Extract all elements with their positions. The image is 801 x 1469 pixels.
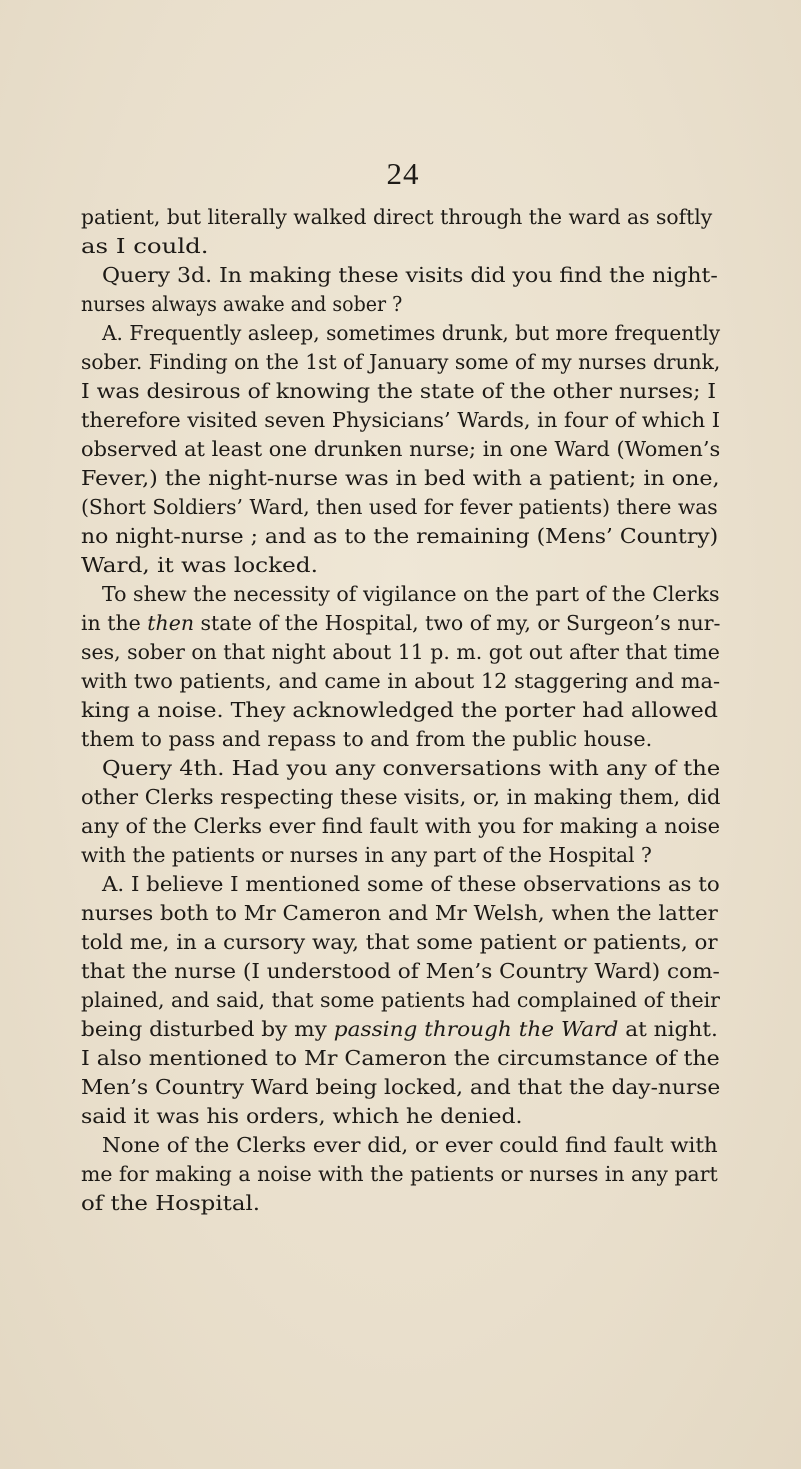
text-line: nurses always awake and sober ? — [81, 292, 403, 316]
text-line: (Short Soldiers’ Ward, then used for fever patients) there was — [81, 495, 718, 519]
text-line: Query 3d. In making these visits did you find the night- — [102, 263, 718, 287]
text-line: Men’s Country Ward being locked, and that the day-nurse — [81, 1075, 721, 1099]
text-line: told me, in a cursory way, that some patient or patients, or — [81, 930, 718, 954]
text-line: plained, and said, that some patients had complained of their — [81, 988, 720, 1012]
text-line: Query 4th. Had you any conversations with any of the — [102, 756, 721, 780]
text-line: nurses both to Mr Cameron and Mr Welsh, when the latter — [81, 901, 718, 925]
italic-emphasis: then — [147, 611, 195, 635]
text-line: that the nurse (I understood of Men’s Country Ward) com- — [81, 959, 720, 983]
text-line: A. I believe I mentioned some of these observations as to — [102, 872, 720, 896]
text-line: Ward, it was locked. — [81, 553, 318, 577]
text-line: I was desirous of knowing the state of the other nurses; I — [81, 379, 717, 403]
text-line: other Clerks respecting these visits, or, in making them, did — [81, 785, 721, 809]
text-line: Fever,) the night-nurse was in bed with a patient; in one, — [81, 466, 720, 490]
text-line: said it was his orders, which he denied. — [81, 1104, 523, 1128]
text-line: king a noise. They acknowledged the porter had allowed — [81, 698, 718, 722]
text-line: them to pass and repass to and from the public house. — [81, 727, 653, 751]
text-line: A. Frequently asleep, sometimes drunk, but more frequently — [102, 321, 721, 345]
text-line: being disturbed by my passing through the Ward at night. — [81, 1017, 718, 1041]
text-line: To shew the necessity of vigilance on the part of the Clerks — [102, 582, 720, 606]
text-line: of the Hospital. — [81, 1191, 261, 1215]
text-line: patient, but literally walked direct through the ward as softly — [81, 205, 713, 229]
text-line: any of the Clerks ever find fault with you for making a noise — [81, 814, 721, 838]
text-line: with the patients or nurses in any part of the Hospital ? — [81, 843, 652, 867]
text-line: None of the Clerks ever did, or ever could find fault with — [102, 1133, 718, 1157]
page-number: 24 — [386, 156, 420, 191]
text-line: observed at least one drunken nurse; in one Ward (Women’s — [81, 437, 721, 461]
text-line: as I could. — [81, 234, 209, 258]
text-line: in the then state of the Hospital, two of my, or Surgeon’s nur- — [81, 611, 721, 635]
italic-emphasis: passing through the Ward — [333, 1017, 619, 1041]
text-line: ses, sober on that night about 11 p. m. got out after that time — [81, 640, 720, 664]
text-line: I also mentioned to Mr Cameron the circumstance of the — [81, 1046, 720, 1070]
text-line: no night-nurse ; and as to the remaining (Mens’ Country) — [81, 524, 719, 548]
text-line: me for making a noise with the patients or nurses in any part — [81, 1162, 718, 1186]
text-line: therefore visited seven Physicians’ Wards, in four of which I — [81, 408, 721, 432]
text-line: sober. Finding on the 1st of January some of my nurses drunk, — [81, 350, 721, 374]
text-line: with two patients, and came in about 12 staggering and ma- — [81, 669, 721, 693]
